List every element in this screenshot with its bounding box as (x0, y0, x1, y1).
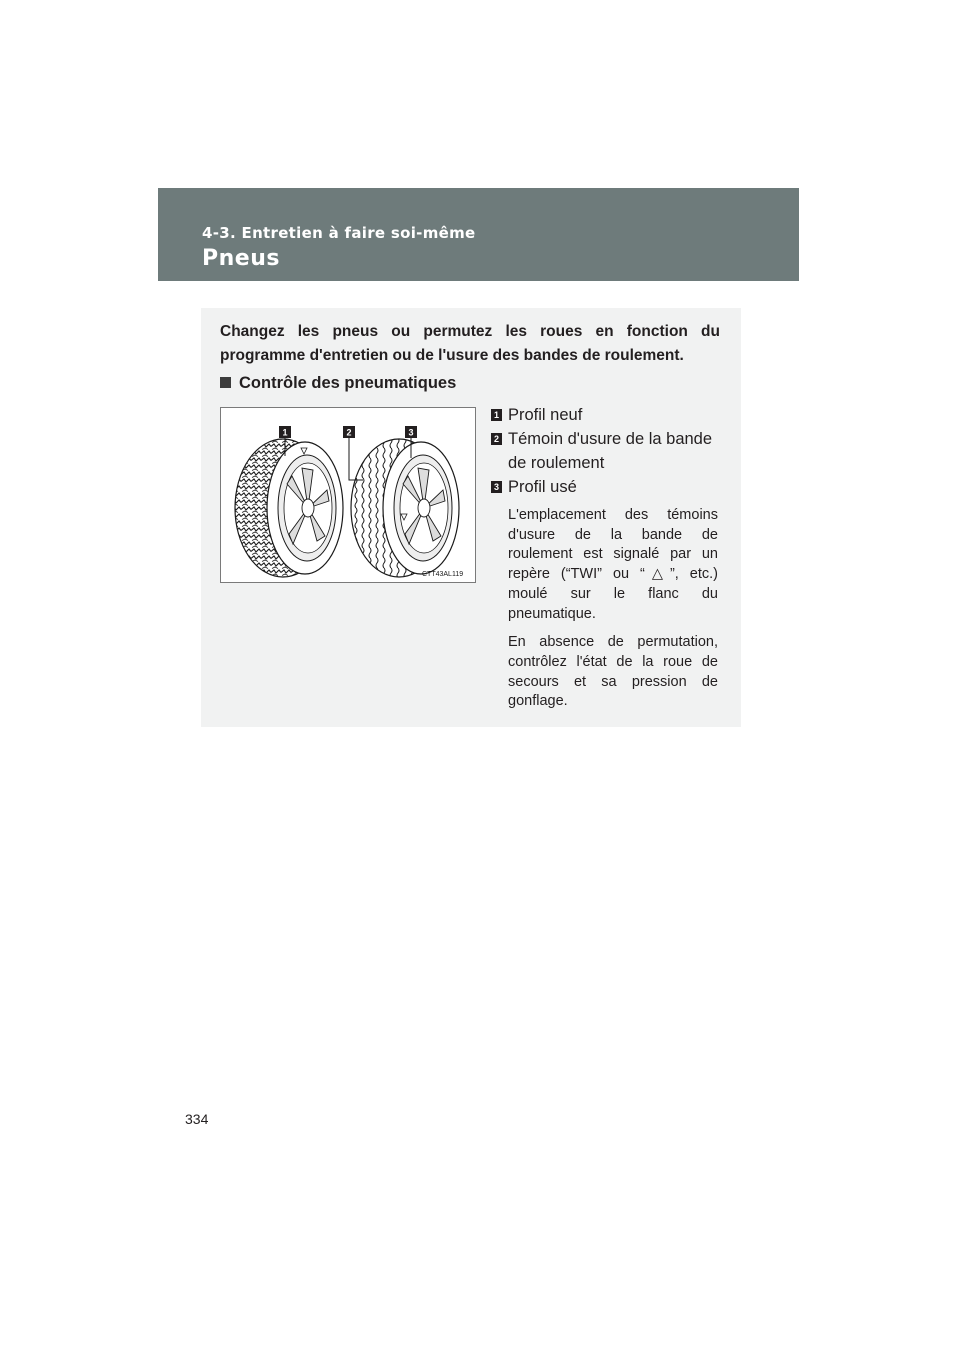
content-box (201, 308, 741, 727)
callout-1 (279, 426, 291, 438)
legend-item (491, 427, 721, 475)
legend-label: Témoin d'usure de la bande de roulement (508, 430, 713, 472)
legend-label: Profil neuf (508, 406, 583, 424)
legend-label: Profil usé (508, 478, 577, 496)
svg-text:1: 1 (282, 427, 288, 438)
note-paragraph: L'emplacement des témoins d'usure de la bande de roulement est signalé par un repère (“TWI” ou “△”, etc.) moulé sur le flanc du pneumatique. (508, 507, 718, 622)
figure-code: CTT43AL119 (422, 571, 464, 578)
tire-tread-figure (220, 407, 476, 583)
legend-item (491, 403, 721, 427)
section-label: 4-3. Entretien à faire soi-même (202, 224, 476, 242)
legend-item (491, 475, 721, 499)
callout-3 (405, 426, 417, 438)
number-badge: 3 (491, 481, 502, 493)
worn-tire-drawing (351, 439, 459, 577)
note-paragraph: En absence de permutation, contrôlez l'état de la roue de secours et sa pression de gonflage. (508, 634, 718, 710)
new-tire-drawing (235, 439, 343, 577)
svg-text:2: 2 (346, 427, 352, 438)
header-band (158, 188, 799, 281)
notes (508, 506, 718, 721)
subheading (220, 374, 456, 393)
tire-illustration (221, 408, 475, 582)
intro-paragraph: Changez les pneus ou permutez les roues en fonction du programme d'entretien ou de l'usure des bandes de roulement. (220, 323, 720, 364)
square-bullet-icon (220, 377, 231, 388)
svg-text:3: 3 (408, 427, 414, 438)
callout-2 (343, 426, 355, 438)
page-number: 334 (185, 1111, 209, 1127)
number-badge: 1 (491, 409, 502, 421)
subheading-text: Contrôle des pneumatiques (239, 374, 457, 392)
legend-list (491, 403, 721, 499)
number-badge: 2 (491, 433, 502, 445)
page-title: Pneus (202, 246, 280, 271)
